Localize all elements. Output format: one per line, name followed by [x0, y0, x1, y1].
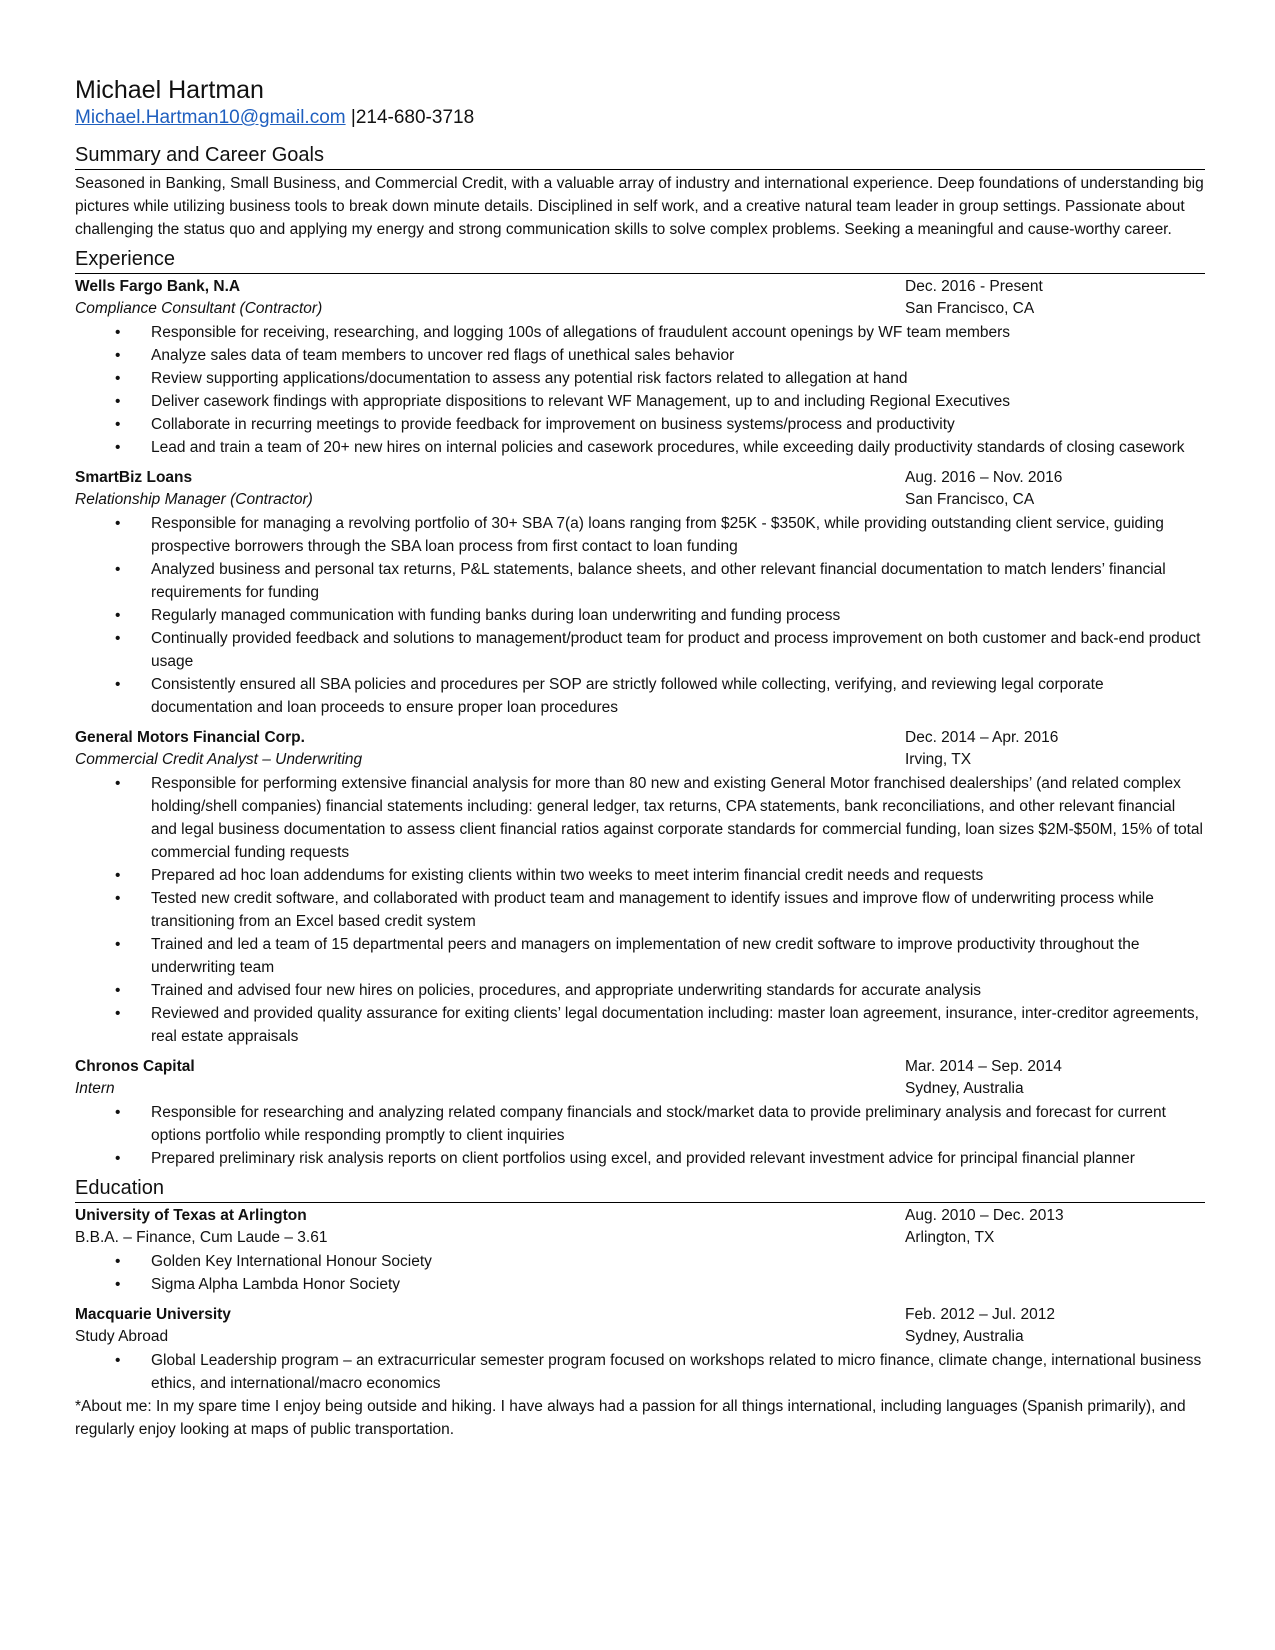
bullet-list — [75, 321, 1205, 459]
email-link[interactable]: Michael.Hartman10@gmail.com — [75, 107, 346, 128]
bullet-text: Trained and led a team of 15 departmental peers and managers on implementation of new credit software to improve productivity throughout the underwriting team — [151, 936, 1140, 976]
bullet-dot: • — [115, 370, 121, 387]
section-title-summary: Summary and Career Goals — [75, 143, 1205, 170]
bullet-text: Analyze sales data of team members to uncover red flags of unethical sales behavior — [151, 347, 735, 364]
section-title-education: Education — [75, 1176, 1205, 1203]
bullet-item — [75, 512, 1205, 558]
bullet-text: Responsible for receiving, researching, and logging 100s of allegations of fraudulent account openings by WF team members — [151, 324, 1011, 341]
bullet-text: Consistently ensured all SBA policies and procedures per SOP are strictly followed while collecting, verifying, and reviewing legal corporate documentation and loan proceeds to ensure proper loan procedures — [151, 676, 1104, 716]
bullet-dot: • — [115, 347, 121, 364]
entry-block — [75, 1205, 1205, 1296]
bullet-item — [75, 1147, 1205, 1170]
bullet-list — [75, 1101, 1205, 1170]
bullet-item — [75, 1250, 1205, 1273]
bullet-dot: • — [115, 561, 121, 578]
bullet-text: Analyzed business and personal tax returns, P&L statements, balance sheets, and other relevant financial documentation to match lenders’ financial requirements for funding — [151, 561, 1166, 601]
entry-dates: Aug. 2016 – Nov. 2016 — [905, 469, 1063, 486]
entry-location: Irving, TX — [905, 751, 972, 768]
bullet-item — [75, 344, 1205, 367]
bullet-dot: • — [115, 775, 121, 792]
bullet-text: Responsible for managing a revolving portfolio of 30+ SBA 7(a) loans ranging from $25K - $350K, while providing outstanding client service, guiding prospective borrowers through the SBA loan process from first contact to loan funding — [151, 515, 1164, 555]
bullet-item — [75, 864, 1205, 887]
bullet-dot: • — [115, 515, 121, 532]
summary-text: Seasoned in Banking, Small Business, and Commercial Credit, with a valuable array of industry and international experience. Deep foundations of understanding big pictures while utilizing business tools to break down minute details. Disciplined in self work, and a creative natural team leader in group settings. Passionate about challenging the status quo and applying my energy and strong communication skills to solve complex problems. Seeking a meaningful and cause-worthy career. — [75, 175, 1204, 238]
bullet-item — [75, 1002, 1205, 1048]
entry-header-row — [75, 276, 1205, 298]
bullet-dot: • — [115, 1104, 121, 1121]
bullet-item — [75, 321, 1205, 344]
entry-location: San Francisco, CA — [905, 300, 1035, 317]
job-title: Relationship Manager (Contractor) — [75, 491, 313, 508]
bullet-item — [75, 1349, 1205, 1395]
bullet-dot: • — [115, 630, 121, 647]
degree-title: Study Abroad — [75, 1328, 169, 1345]
bullet-item — [75, 627, 1205, 673]
bullet-text: Global Leadership program – an extracurricular semester program focused on workshops related to micro finance, climate change, international business ethics, and international/macro economics — [151, 1352, 1202, 1392]
bullet-dot: • — [115, 890, 121, 907]
entry-location: Arlington, TX — [905, 1229, 995, 1246]
entry-subheader-row — [75, 1227, 1205, 1249]
bullet-text: Regularly managed communication with funding banks during loan underwriting and funding process — [151, 607, 841, 624]
entry-subheader-row — [75, 489, 1205, 511]
organization-name: University of Texas at Arlington — [75, 1207, 307, 1224]
entry-block — [75, 727, 1205, 1048]
bullet-text: Review supporting applications/documentation to assess any potential risk factors related to allegation at hand — [151, 370, 908, 387]
bullet-dot: • — [115, 393, 121, 410]
bullet-dot: • — [115, 607, 121, 624]
contact-line — [75, 105, 1205, 131]
entry-header-row — [75, 467, 1205, 489]
entry-location: Sydney, Australia — [905, 1080, 1024, 1097]
entry-header-row — [75, 727, 1205, 749]
entry-dates: Feb. 2012 – Jul. 2012 — [905, 1306, 1055, 1323]
bullet-item — [75, 558, 1205, 604]
bullet-dot: • — [115, 1150, 121, 1167]
phone-number: |214-680-3718 — [350, 107, 475, 128]
entry-location: San Francisco, CA — [905, 491, 1035, 508]
bullet-dot: • — [115, 1276, 121, 1293]
entry-block — [75, 1304, 1205, 1395]
bullet-item — [75, 673, 1205, 719]
entry-dates: Dec. 2016 - Present — [905, 278, 1043, 295]
entry-block — [75, 467, 1205, 719]
entry-header-row — [75, 1304, 1205, 1326]
bullet-dot: • — [115, 1253, 121, 1270]
entry-subheader-row — [75, 749, 1205, 771]
bullet-item — [75, 1273, 1205, 1296]
bullet-text: Deliver casework findings with appropriate dispositions to relevant WF Management, up to and including Regional Executives — [151, 393, 1010, 410]
bullet-item — [75, 933, 1205, 979]
experience-list — [75, 276, 1205, 1170]
bullet-text: Reviewed and provided quality assurance for exiting clients’ legal documentation including: master loan agreement, insurance, inter-creditor agreements, real estate appraisals — [151, 1005, 1199, 1045]
bullet-dot: • — [115, 867, 121, 884]
organization-name: Wells Fargo Bank, N.A — [75, 278, 241, 295]
entry-header-row — [75, 1205, 1205, 1227]
bullet-item — [75, 604, 1205, 627]
bullet-dot: • — [115, 676, 121, 693]
bullet-list — [75, 512, 1205, 719]
resume-page — [75, 75, 1205, 1441]
organization-name: SmartBiz Loans — [75, 469, 193, 486]
organization-name: Macquarie University — [75, 1306, 231, 1323]
bullet-list — [75, 1349, 1205, 1395]
organization-name: General Motors Financial Corp. — [75, 729, 305, 746]
bullet-text: Continually provided feedback and solutions to management/product team for product and process improvement on both customer and back-end product usage — [151, 630, 1201, 670]
entry-block — [75, 1056, 1205, 1170]
degree-title: B.B.A. – Finance, Cum Laude – 3.61 — [75, 1229, 328, 1246]
bullet-dot: • — [115, 1005, 121, 1022]
bullet-item — [75, 1101, 1205, 1147]
bullet-text: Collaborate in recurring meetings to provide feedback for improvement on business systems/process and productivity — [151, 416, 955, 433]
bullet-dot: • — [115, 416, 121, 433]
bullet-dot: • — [115, 324, 121, 341]
bullet-text: Sigma Alpha Lambda Honor Society — [151, 1276, 401, 1293]
bullet-dot: • — [115, 982, 121, 999]
bullet-text: Prepared ad hoc loan addendums for existing clients within two weeks to meet interim financial credit needs and requests — [151, 867, 984, 884]
bullet-list — [75, 1250, 1205, 1296]
bullet-text: Prepared preliminary risk analysis reports on client portfolios using excel, and provided relevant investment advice for principal financial planner — [151, 1150, 1135, 1167]
job-title: Compliance Consultant (Contractor) — [75, 300, 323, 317]
organization-name: Chronos Capital — [75, 1058, 195, 1075]
entry-dates: Mar. 2014 – Sep. 2014 — [905, 1058, 1062, 1075]
job-title: Commercial Credit Analyst – Underwriting — [75, 751, 363, 768]
entry-subheader-row — [75, 1078, 1205, 1100]
bullet-item — [75, 367, 1205, 390]
entry-header-row — [75, 1056, 1205, 1078]
bullet-item — [75, 887, 1205, 933]
entry-dates: Dec. 2014 – Apr. 2016 — [905, 729, 1059, 746]
bullet-item — [75, 390, 1205, 413]
entry-subheader-row — [75, 298, 1205, 320]
bullet-item — [75, 436, 1205, 459]
bullet-list — [75, 772, 1205, 1048]
bullet-item — [75, 979, 1205, 1002]
education-list — [75, 1205, 1205, 1395]
bullet-text: Responsible for performing extensive financial analysis for more than 80 new and existing General Motor franchised dealerships’ (and related complex holding/shell companies) financial statements including: general ledger, tax returns, CPA statements, bank reconciliations, and other relevant financial and legal business documentation to assess client financial ratios against corporate standards for commercial funding, loan sizes $2M-$50M, 15% of total commercial funding requests — [151, 775, 1203, 861]
about-me-text: *About me: In my spare time I enjoy being outside and hiking. I have always had a passion for all things international, including languages (Spanish primarily), and regularly enjoy looking at maps of public transportation. — [75, 1398, 1186, 1438]
bullet-dot: • — [115, 936, 121, 953]
entry-location: Sydney, Australia — [905, 1328, 1024, 1345]
bullet-dot: • — [115, 1352, 121, 1369]
entry-block — [75, 276, 1205, 459]
bullet-item — [75, 772, 1205, 864]
bullet-text: Trained and advised four new hires on policies, procedures, and appropriate underwriting standards for accurate analysis — [151, 982, 982, 999]
job-title: Intern — [75, 1080, 115, 1097]
entry-subheader-row — [75, 1326, 1205, 1348]
bullet-text: Golden Key International Honour Society — [151, 1253, 432, 1270]
candidate-name: Michael Hartman — [75, 76, 264, 104]
bullet-text: Tested new credit software, and collaborated with product team and management to identify issues and improve flow of underwriting process while transitioning from an Excel based credit system — [151, 890, 1154, 930]
entry-dates: Aug. 2010 – Dec. 2013 — [905, 1207, 1064, 1224]
section-title-experience: Experience — [75, 247, 1205, 274]
bullet-item — [75, 413, 1205, 436]
bullet-text: Lead and train a team of 20+ new hires on internal policies and casework procedures, while exceeding daily productivity standards of closing casework — [151, 439, 1185, 456]
bullet-text: Responsible for researching and analyzing related company financials and stock/market data to provide preliminary analysis and forecast for current options portfolio while responding promptly to client inquiries — [151, 1104, 1166, 1144]
bullet-dot: • — [115, 439, 121, 456]
